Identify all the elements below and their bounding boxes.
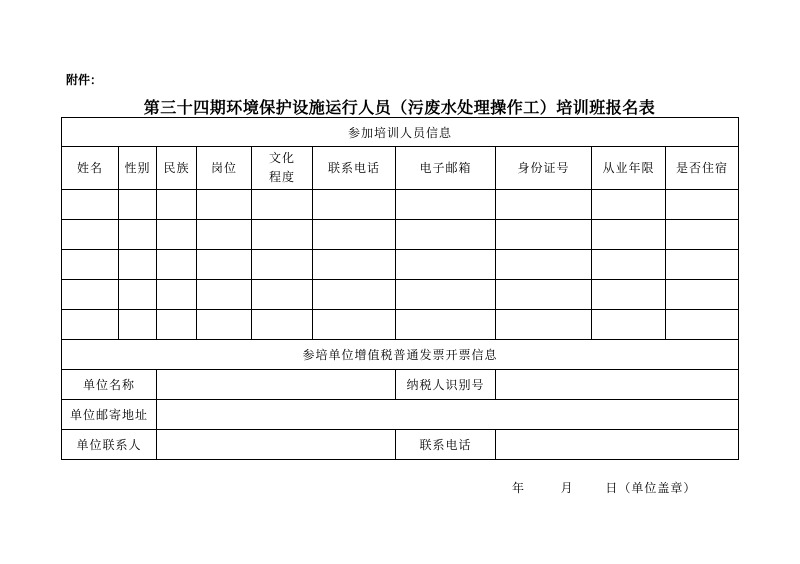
taxpayer-id-field[interactable] xyxy=(496,370,739,400)
blank-cell[interactable] xyxy=(197,190,252,220)
blank-cell[interactable] xyxy=(119,310,157,340)
table-row xyxy=(62,310,739,340)
blank-cell[interactable] xyxy=(313,310,396,340)
blank-cell[interactable] xyxy=(252,250,313,280)
footer-day-seal: 日（单位盖章） xyxy=(605,481,697,495)
col-header-education xyxy=(252,147,313,190)
blank-cell[interactable] xyxy=(396,190,496,220)
blank-cell[interactable] xyxy=(666,220,739,250)
blank-cell[interactable] xyxy=(396,220,496,250)
col-header-id-number: 身份证号 xyxy=(496,147,592,190)
blank-cell[interactable] xyxy=(119,280,157,310)
table-row xyxy=(62,250,739,280)
blank-cell[interactable] xyxy=(62,310,119,340)
section-invoice-info: 参培单位增值税普通发票开票信息 xyxy=(62,340,739,370)
table-row xyxy=(62,190,739,220)
contact-person-field[interactable] xyxy=(157,430,396,460)
contact-phone-field[interactable] xyxy=(496,430,739,460)
blank-cell[interactable] xyxy=(396,250,496,280)
blank-cell[interactable] xyxy=(666,190,739,220)
blank-cell[interactable] xyxy=(313,250,396,280)
footer-year: 年 xyxy=(512,481,526,495)
col-header-phone: 联系电话 xyxy=(313,147,396,190)
blank-cell[interactable] xyxy=(62,250,119,280)
blank-cell[interactable] xyxy=(252,220,313,250)
blank-cell[interactable] xyxy=(592,220,666,250)
col-header-education-line2: 程度 xyxy=(268,170,295,184)
blank-cell[interactable] xyxy=(592,250,666,280)
blank-cell[interactable] xyxy=(496,280,592,310)
section-trainee-info: 参加培训人员信息 xyxy=(62,118,739,147)
contact-phone-label: 联系电话 xyxy=(396,430,496,460)
blank-cell[interactable] xyxy=(197,310,252,340)
blank-cell[interactable] xyxy=(496,310,592,340)
col-header-education-line1: 文化 xyxy=(268,151,295,165)
blank-cell[interactable] xyxy=(157,250,197,280)
col-header-ethnicity: 民族 xyxy=(157,147,197,190)
blank-cell[interactable] xyxy=(197,220,252,250)
table-row xyxy=(62,220,739,250)
blank-cell[interactable] xyxy=(496,250,592,280)
blank-cell[interactable] xyxy=(592,280,666,310)
blank-cell[interactable] xyxy=(313,190,396,220)
attachment-label: 附件： xyxy=(66,73,103,87)
registration-table xyxy=(61,117,739,460)
blank-cell[interactable] xyxy=(666,310,739,340)
blank-cell[interactable] xyxy=(119,250,157,280)
col-header-name: 姓名 xyxy=(62,147,119,190)
mail-address-label: 单位邮寄地址 xyxy=(62,400,157,430)
unit-name-field[interactable] xyxy=(157,370,396,400)
blank-cell[interactable] xyxy=(62,220,119,250)
contact-person-label: 单位联系人 xyxy=(62,430,157,460)
blank-cell[interactable] xyxy=(62,280,119,310)
blank-cell[interactable] xyxy=(396,310,496,340)
blank-cell[interactable] xyxy=(157,310,197,340)
blank-cell[interactable] xyxy=(157,220,197,250)
taxpayer-id-label: 纳税人识别号 xyxy=(396,370,496,400)
blank-cell[interactable] xyxy=(197,250,252,280)
blank-cell[interactable] xyxy=(119,220,157,250)
blank-cell[interactable] xyxy=(313,280,396,310)
col-header-position: 岗位 xyxy=(197,147,252,190)
blank-cell[interactable] xyxy=(592,190,666,220)
blank-cell[interactable] xyxy=(252,310,313,340)
mail-address-field[interactable] xyxy=(157,400,739,430)
col-header-email: 电子邮箱 xyxy=(396,147,496,190)
blank-cell[interactable] xyxy=(592,310,666,340)
blank-cell[interactable] xyxy=(496,220,592,250)
blank-cell[interactable] xyxy=(62,190,119,220)
blank-cell[interactable] xyxy=(313,220,396,250)
blank-cell[interactable] xyxy=(666,280,739,310)
col-header-accommodation: 是否住宿 xyxy=(666,147,739,190)
date-seal-line xyxy=(512,479,696,496)
blank-cell[interactable] xyxy=(252,280,313,310)
blank-cell[interactable] xyxy=(252,190,313,220)
unit-name-label: 单位名称 xyxy=(62,370,157,400)
blank-cell[interactable] xyxy=(157,190,197,220)
form-title: 第三十四期环境保护设施运行人员（污废水处理操作工）培训班报名表 xyxy=(143,98,656,117)
table-row xyxy=(62,280,739,310)
col-header-years-employed: 从业年限 xyxy=(592,147,666,190)
blank-cell[interactable] xyxy=(157,280,197,310)
blank-cell[interactable] xyxy=(496,190,592,220)
blank-cell[interactable] xyxy=(119,190,157,220)
blank-cell[interactable] xyxy=(197,280,252,310)
col-header-gender: 性别 xyxy=(119,147,157,190)
blank-cell[interactable] xyxy=(396,280,496,310)
footer-month: 月 xyxy=(560,481,574,495)
blank-cell[interactable] xyxy=(666,250,739,280)
